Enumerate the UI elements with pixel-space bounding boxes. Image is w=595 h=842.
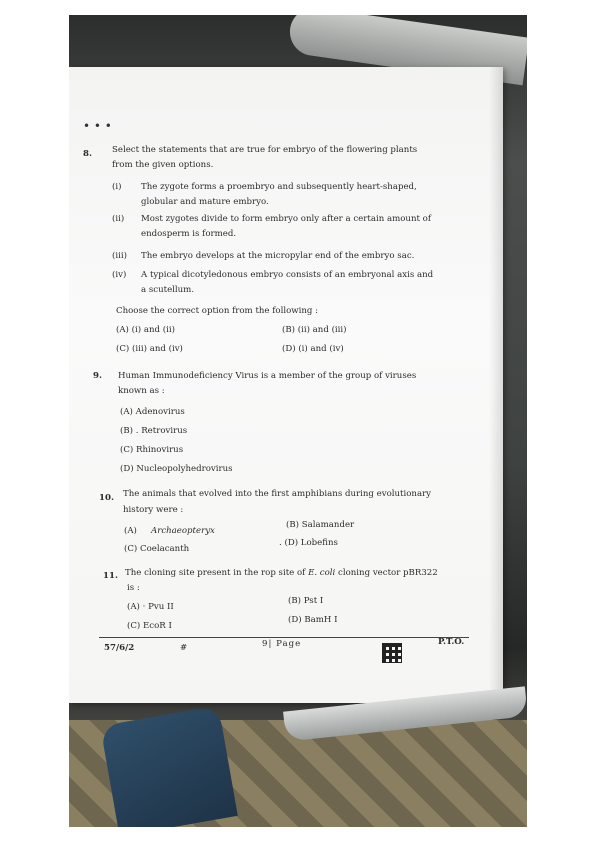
q9-option-c: (C) Rhinovirus xyxy=(120,445,184,455)
qr-code-icon xyxy=(382,643,402,663)
q9-stem-line2: known as : xyxy=(118,386,165,396)
exam-paper xyxy=(69,67,503,703)
q9-option-a: (A) Adenovirus xyxy=(120,407,185,417)
q10-stem-line1: The animals that evolved into the first amphibians during evolutionary xyxy=(123,489,432,499)
q8-statement-text: globular and mature embryo. xyxy=(141,197,269,207)
q8-statement-text: The zygote forms a proembryo and subsequently heart-shaped, xyxy=(141,182,417,192)
q10-option-a-label: (A) xyxy=(124,526,137,536)
q8-statement-label: (iii) xyxy=(112,251,127,261)
q11-option-b: (B) Pst I xyxy=(288,596,324,606)
q8-choose: Choose the correct option from the following : xyxy=(116,306,319,316)
footer-code: 57/6/2 xyxy=(104,643,135,653)
q11-stem-line2: is : xyxy=(127,583,140,593)
q11-option-c: (C) EcoR I xyxy=(127,621,172,631)
q8-statement-label: (i) xyxy=(112,182,122,192)
q8-number: 8. xyxy=(83,149,92,159)
foot xyxy=(100,705,238,827)
q8-option-a: (A) (i) and (ii) xyxy=(116,325,175,335)
q8-statement-label: (iv) xyxy=(112,270,127,280)
q9-option-b: (B) . Retrovirus xyxy=(120,426,188,436)
q10-option-c: (C) Coelacanth xyxy=(124,544,190,554)
q10-number: 10. xyxy=(99,493,114,503)
footer-hash: # xyxy=(180,643,188,653)
q8-stem-line2: from the given options. xyxy=(112,160,214,170)
q10-stem-line2: history were : xyxy=(123,505,184,515)
q8-option-b: (B) (ii) and (iii) xyxy=(282,325,347,335)
q10-option-d: . (D) Lobefins xyxy=(279,538,338,548)
q8-option-d: (D) (i) and (iv) xyxy=(282,344,344,354)
q8-statement-text: The embryo develops at the micropylar end of the embryo sac. xyxy=(141,251,415,261)
header-mark: • • • xyxy=(83,119,112,133)
q9-option-d: (D) Nucleopolyhedrovirus xyxy=(120,464,233,474)
footer-page: 9| Page xyxy=(262,639,302,649)
q8-option-c: (C) (iii) and (iv) xyxy=(116,344,183,354)
q8-statement-label: (ii) xyxy=(112,214,125,224)
q8-stem-line1: Select the statements that are true for embryo of the flowering plants xyxy=(112,145,418,155)
q8-statement-text: endosperm is formed. xyxy=(141,229,237,239)
q11-stem-line1: The cloning site present in the rop site of E. coli cloning vector pBR322 xyxy=(125,568,438,578)
q10-option-a-text: Archaeopteryx xyxy=(151,526,215,536)
q11-option-d: (D) BamH I xyxy=(288,615,338,625)
q8-statement-text: a scutellum. xyxy=(141,285,195,295)
q11-option-a: (A) · Pvu II xyxy=(127,602,174,612)
q9-stem-line1: Human Immunodeficiency Virus is a member of the group of viruses xyxy=(118,371,417,381)
q9-number: 9. xyxy=(93,371,102,381)
q10-option-b: (B) Salamander xyxy=(286,520,355,530)
q8-statement-text: A typical dicotyledonous embryo consists of an embryonal axis and xyxy=(141,270,434,280)
photo xyxy=(69,15,527,827)
q11-number: 11. xyxy=(103,571,118,581)
footer-pto: P.T.O. xyxy=(438,637,465,647)
q8-statement-text: Most zygotes divide to form embryo only after a certain amount of xyxy=(141,214,432,224)
